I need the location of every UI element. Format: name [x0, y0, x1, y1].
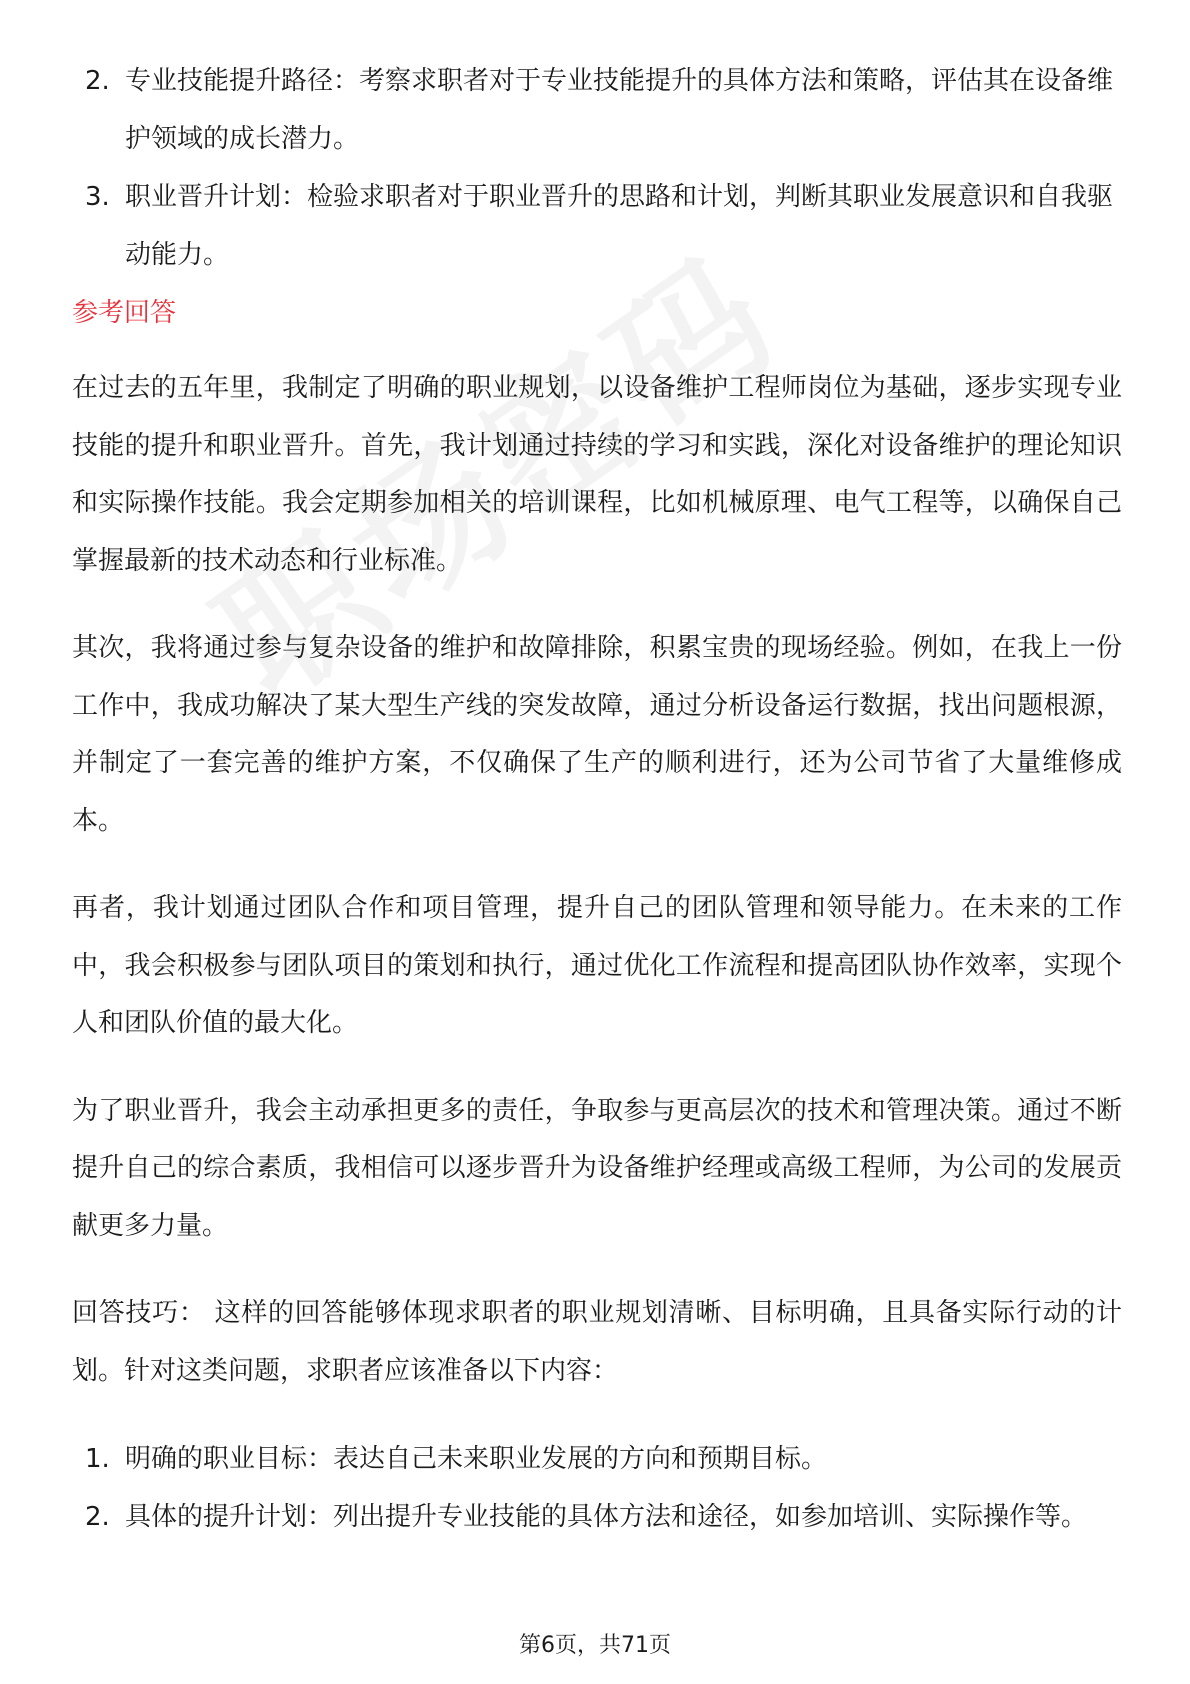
- criteria-list: [72, 52, 1122, 284]
- list-item-text: 具体的提升计划：列出提升专业技能的具体方法和途径，如参加培训、实际操作等。: [125, 1502, 1088, 1532]
- answer-paragraph: 为了职业晋升，我会主动承担更多的责任，争取参与更高层次的技术和管理决策。通过不断提升自己的综合素质，我相信可以逐步晋升为设备维护经理或高级工程师，为公司的发展贡献更多力量。: [72, 1095, 1122, 1241]
- list-item: [72, 168, 1122, 284]
- list-item-number: 2.: [85, 66, 110, 96]
- answer-paragraph: 再者，我计划通过团队合作和项目管理，提升自己的团队管理和领导能力。在未来的工作中，我会积极参与团队项目的策划和执行，通过优化工作流程和提高团队协作效率，实现个人和团队价值的最大化。: [72, 893, 1122, 1038]
- list-item: [72, 1430, 1122, 1488]
- list-item-text: 明确的职业目标：表达自己未来职业发展的方向和预期目标。: [125, 1444, 828, 1474]
- list-item: [72, 1488, 1122, 1546]
- page-content: [72, 52, 1122, 1546]
- list-item-number: 2.: [85, 1502, 110, 1532]
- list-item-number: 3.: [85, 182, 110, 212]
- answer-paragraph: 在过去的五年里，我制定了明确的职业规划，以设备维护工程师岗位为基础，逐步实现专业技能的提升和职业晋升。首先，我计划通过持续的学习和实践，深化对设备维护的理论知识和实际操作技能。我会定期参加相关的培训课程，比如机械原理、电气工程等，以确保自己掌握最新的技术动态和行业标准。: [72, 373, 1122, 576]
- list-item-text: 职业晋升计划：检验求职者对于职业晋升的思路和计划，判断其职业发展意识和自我驱动能力。: [125, 182, 1114, 270]
- preparation-list: [72, 1430, 1122, 1546]
- answer-paragraph: 其次，我将通过参与复杂设备的维护和故障排除，积累宝贵的现场经验。例如，在我上一份工作中，我成功解决了某大型生产线的突发故障，通过分析设备运行数据，找出问题根源，并制定了一套完善的维护方案，不仅确保了生产的顺利进行，还为公司节省了大量维修成本。: [72, 633, 1122, 836]
- list-item: [72, 52, 1122, 168]
- page-number: 第6页，共71页: [519, 1633, 671, 1658]
- tips-paragraph: 回答技巧： 这样的回答能够体现求职者的职业规划清晰、目标明确，且具备实际行动的计划。针对这类问题，求职者应该准备以下内容：: [72, 1298, 1122, 1386]
- section-heading: 参考回答: [72, 298, 177, 328]
- list-item-text: 专业技能提升路径：考察求职者对于专业技能提升的具体方法和策略，评估其在设备维护领域的成长潜力。: [125, 66, 1114, 154]
- list-item-number: 1.: [85, 1444, 110, 1474]
